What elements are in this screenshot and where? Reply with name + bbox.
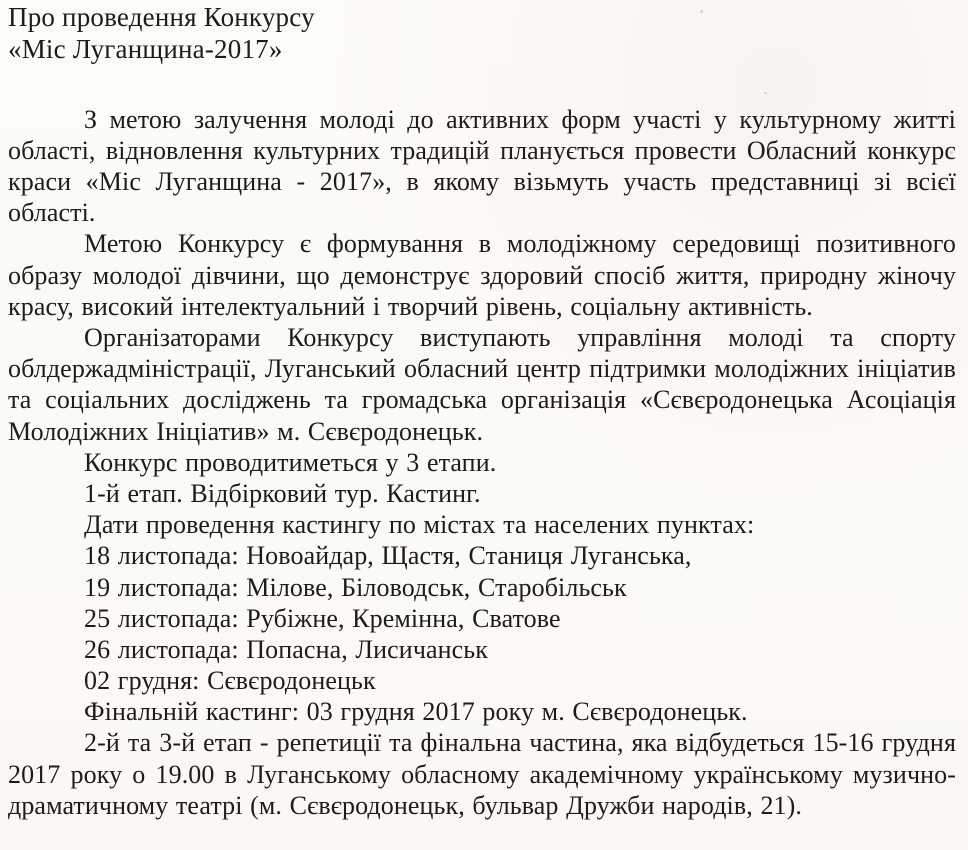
line-casting-nov-19: 19 листопада: Мілове, Біловодськ, Старобільськ <box>84 572 627 602</box>
paragraph-contest-purpose: З метою залучення молоді до активних форм участі у культурному житті області, відновлення культурних традицій планується провести Обласний конкурс краси «Міс Луганщина - 2017», в якому візьмуть участь представниці зі всієї області. <box>8 104 956 228</box>
line-final-casting: Фінальній кастинг: 03 грудня 2017 року м. Сєвєродонецьк. <box>84 697 748 727</box>
line-casting-nov-26: 26 листопада: Попасна, Лисичанськ <box>84 634 488 664</box>
line-stages-count: Конкурс проводитиметься у 3 етапи. <box>84 447 497 477</box>
line-casting-dec-02: 02 грудня: Сєвєродонецьк <box>84 666 376 696</box>
title-line-2: «Міс Луганщина-2017» <box>8 33 283 64</box>
paragraph-stage-2-3-final: 2-й та 3-й етап - репетиції та фінальна частина, яка відбудеться 15-16 грудня 2017 року о 19.00 в Луганському обласному академічному українському музично-драматичному театрі (м. Сєвєродонецьк, бульвар Дружби народів, 21). <box>8 728 956 820</box>
line-stage-1: 1-й етап. Відбірковий тур. Кастинг. <box>84 478 481 508</box>
line-casting-nov-18: 18 листопада: Новоайдар, Щастя, Станиця Луганська, <box>84 541 692 571</box>
paragraph-organizers: Організаторами Конкурсу виступають управління молоді та спорту облдержадміністрації, Луганський обласний центр підтримки молодіжних ініціатив та соціальних досліджень та громадська організація «Сєвєродонецька Асоціація Молодіжних Ініціатив» м. Сєвєродонецьк. <box>8 323 956 446</box>
line-casting-nov-25: 25 листопада: Рубіжне, Кремінна, Сватове <box>84 603 561 633</box>
line-casting-dates-heading: Дати проведення кастингу по містах та населених пунктах: <box>84 510 755 540</box>
title-line-1: Про проведення Конкурсу <box>8 2 315 32</box>
document-title <box>8 2 956 66</box>
paragraph-contest-goal: Метою Конкурсу є формування в молодіжному середовищі позитивного образу молодої дівчини, що демонструє здоровий спосіб життя, природну жіночу красу, високий інтелектуальний і творчий рівень, соціальну активність. <box>8 229 956 321</box>
scan-speckle <box>764 92 767 94</box>
